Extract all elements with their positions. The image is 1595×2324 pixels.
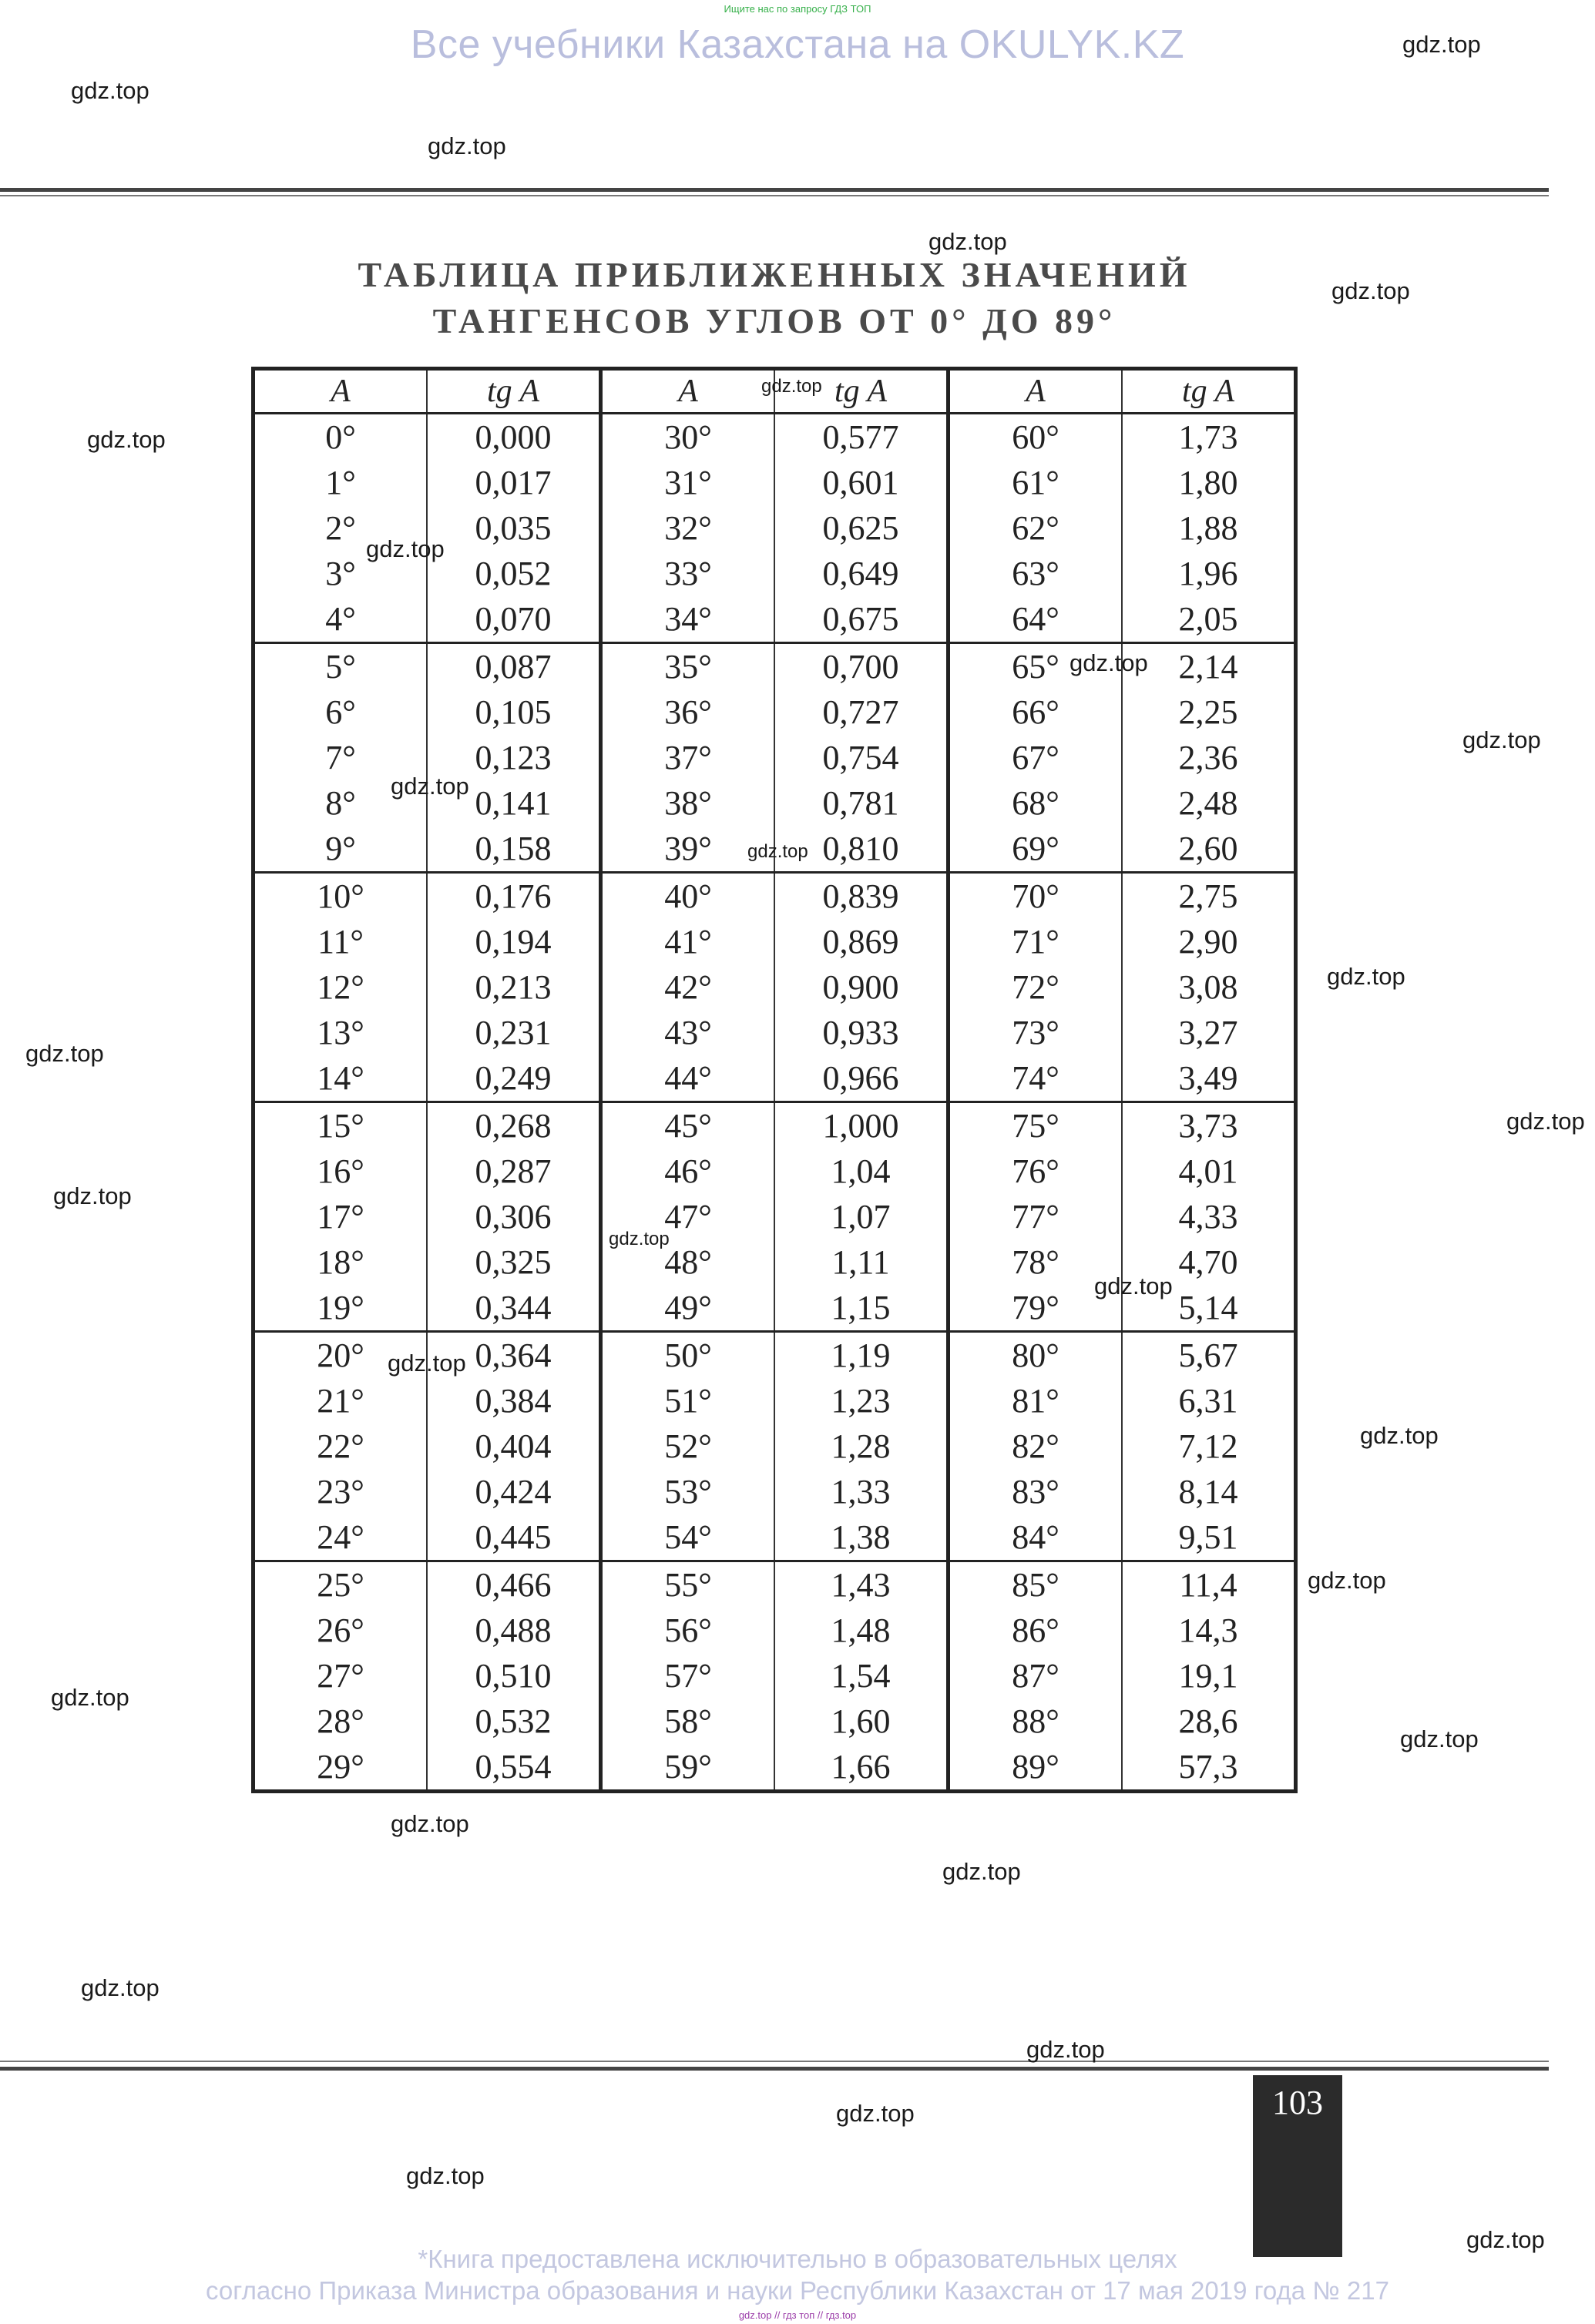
- watermark: gdz.top: [609, 1229, 670, 1249]
- tangent-value-cell: 1,73: [1122, 414, 1296, 461]
- angle-cell: 29°: [317, 1748, 364, 1786]
- tangent-value-cell: 0,384: [427, 1378, 601, 1424]
- angle-cell: 32°: [601, 505, 775, 551]
- tangent-value-cell: 1,88: [1122, 505, 1296, 551]
- tangent-value-cell: 2,48: [1122, 780, 1296, 826]
- tangent-value-cell: 0,754: [774, 735, 949, 780]
- tangent-value-cell: 0,087: [427, 643, 601, 690]
- tangent-value-cell: 3,08: [1122, 964, 1296, 1010]
- bottom-rule-thin: [0, 2061, 1549, 2062]
- tangent-value-cell: 0,035: [427, 505, 601, 551]
- tangent-value-cell: 0,123: [427, 735, 601, 780]
- watermark: gdz.top: [747, 841, 808, 862]
- tangent-value-cell: 1,19: [774, 1332, 949, 1379]
- angle-cell: 19°: [317, 1289, 364, 1326]
- table-row: [254, 919, 1296, 964]
- watermark: gdz.top: [391, 1810, 469, 1837]
- angle-cell: 37°: [601, 735, 775, 780]
- angle-cell: 71°: [949, 919, 1123, 964]
- tangent-value-cell: 0,445: [427, 1514, 601, 1561]
- tangent-value-cell: 1,96: [1122, 551, 1296, 596]
- top-rule: [0, 188, 1549, 192]
- angle-cell: 86°: [949, 1608, 1123, 1653]
- tangent-value-cell: 1,07: [774, 1194, 949, 1239]
- watermark: gdz.top: [761, 376, 822, 397]
- watermark: gdz.top: [836, 2100, 915, 2127]
- tangent-value-cell: 2,14: [1122, 643, 1296, 690]
- tangent-value-cell: 0,052: [427, 551, 601, 596]
- tangent-value-cell: 0,105: [427, 689, 601, 735]
- angle-cell: 21°: [317, 1382, 364, 1420]
- angle-cell: 44°: [601, 1055, 775, 1102]
- tangent-value-cell: 14,3: [1122, 1608, 1296, 1653]
- table-row: [254, 414, 1296, 461]
- angle-cell: 72°: [949, 964, 1123, 1010]
- table-row: [254, 1194, 1296, 1239]
- angle-cell: 88°: [949, 1699, 1123, 1744]
- angle-cell: 85°: [949, 1561, 1123, 1608]
- table-row: [254, 1102, 1296, 1149]
- tangent-value-cell: 0,869: [774, 919, 949, 964]
- tangent-value-cell: 1,80: [1122, 460, 1296, 505]
- watermark: gdz.top: [428, 132, 506, 159]
- angle-cell: 45°: [601, 1102, 775, 1149]
- watermark: gdz.top: [51, 1684, 129, 1711]
- tangent-value-cell: 3,73: [1122, 1102, 1296, 1149]
- angle-cell: 83°: [949, 1469, 1123, 1514]
- angle-cell: 41°: [601, 919, 775, 964]
- watermark: gdz.top: [81, 1974, 160, 2001]
- tangent-value-cell: 0,488: [427, 1608, 601, 1653]
- table-row: [254, 1469, 1296, 1514]
- table-row: [254, 1378, 1296, 1424]
- angle-cell: 7°: [325, 739, 356, 776]
- tangent-value-cell: 1,23: [774, 1378, 949, 1424]
- angle-cell: 46°: [601, 1149, 775, 1194]
- watermark: gdz.top: [366, 535, 445, 562]
- tangent-value-cell: 0,344: [427, 1285, 601, 1332]
- tangent-value-cell: 0,000: [427, 414, 601, 461]
- watermark: gdz.top: [1327, 963, 1405, 990]
- angle-cell: 87°: [949, 1653, 1123, 1699]
- tangent-value-cell: 0,194: [427, 919, 601, 964]
- page-number: 103: [1272, 2084, 1323, 2121]
- tangent-value-cell: 0,601: [774, 460, 949, 505]
- angle-cell: 20°: [254, 1332, 428, 1379]
- tangent-value-cell: 2,25: [1122, 689, 1296, 735]
- table-row: [254, 1561, 1296, 1608]
- angle-cell: 81°: [949, 1378, 1123, 1424]
- tangent-value-cell: 7,12: [1122, 1424, 1296, 1469]
- column-header-tangent: tg A: [774, 369, 949, 414]
- tangent-value-cell: 1,60: [774, 1699, 949, 1744]
- watermark: gdz.top: [1308, 1567, 1386, 1594]
- tangent-value-cell: 0,675: [774, 596, 949, 643]
- tangent-value-cell: 5,14: [1122, 1285, 1296, 1332]
- angle-cell: 50°: [601, 1332, 775, 1379]
- tangent-value-cell: 0,700: [774, 643, 949, 690]
- angle-cell: 63°: [949, 551, 1123, 596]
- page-number-tab: [1253, 2075, 1342, 2257]
- tangent-value-cell: 0,577: [774, 414, 949, 461]
- tangent-value-cell: 2,05: [1122, 596, 1296, 643]
- tangent-value-cell: 0,141: [427, 780, 601, 826]
- tangent-value-cell: 1,04: [774, 1149, 949, 1194]
- tangent-value-cell: 1,38: [774, 1514, 949, 1561]
- watermark: gdz.top: [53, 1182, 132, 1209]
- angle-cell: 6°: [325, 693, 356, 731]
- tangent-value-cell: 0,306: [427, 1194, 601, 1239]
- watermark: gdz.top: [1462, 726, 1541, 753]
- tangent-value-cell: 0,404: [427, 1424, 601, 1469]
- angle-cell: 26°: [317, 1611, 364, 1649]
- tangent-value-cell: 0,839: [774, 873, 949, 920]
- watermark: gdz.top: [1402, 31, 1481, 58]
- tangent-value-cell: 0,287: [427, 1149, 601, 1194]
- table-row: [254, 1055, 1296, 1102]
- angle-cell: 59°: [601, 1744, 775, 1792]
- angle-cell: 35°: [601, 643, 775, 690]
- bottom-rule: [0, 2067, 1549, 2071]
- angle-cell: 24°: [317, 1518, 364, 1556]
- angle-cell: 65°: [949, 643, 1123, 690]
- angle-cell: 30°: [601, 414, 775, 461]
- table-body: [254, 414, 1296, 1792]
- angle-cell: 69°: [949, 826, 1123, 873]
- table-row: [254, 873, 1296, 920]
- tangent-value-cell: 9,51: [1122, 1514, 1296, 1561]
- table-row: [254, 1744, 1296, 1792]
- angle-cell: 3°: [325, 555, 356, 592]
- tangent-value-cell: 0,554: [427, 1744, 601, 1792]
- tangent-value-cell: 2,36: [1122, 735, 1296, 780]
- search-hint: Ищите нас по запросу ГДЗ ТОП: [724, 3, 871, 15]
- angle-cell: 66°: [949, 689, 1123, 735]
- angle-cell: 23°: [317, 1473, 364, 1511]
- tangent-value-cell: 1,48: [774, 1608, 949, 1653]
- table-row: [254, 460, 1296, 505]
- tangent-value-cell: 28,6: [1122, 1699, 1296, 1744]
- watermark: gdz.top: [1360, 1422, 1439, 1449]
- table-row: [254, 1653, 1296, 1699]
- tangent-value-cell: 1,43: [774, 1561, 949, 1608]
- watermark: gdz.top: [1094, 1273, 1173, 1299]
- angle-cell: 54°: [601, 1514, 775, 1561]
- table-row: [254, 1149, 1296, 1194]
- angle-cell: 82°: [949, 1424, 1123, 1469]
- angle-cell: 1°: [325, 464, 356, 501]
- top-rule-thin: [0, 195, 1549, 196]
- angle-cell: 61°: [949, 460, 1123, 505]
- tangent-table: [251, 367, 1298, 1793]
- tangent-value-cell: 0,424: [427, 1469, 601, 1514]
- angle-cell: 17°: [317, 1198, 364, 1236]
- table-row: [254, 1514, 1296, 1561]
- watermark: gdz.top: [928, 228, 1007, 255]
- angle-cell: 89°: [949, 1744, 1123, 1792]
- angle-cell: 75°: [949, 1102, 1123, 1149]
- angle-cell: 18°: [317, 1243, 364, 1281]
- angle-cell: 10°: [254, 873, 428, 920]
- watermark: gdz.top: [1026, 2036, 1105, 2063]
- table-heading-line2: ТАНГЕНСОВ УГЛОВ ОТ 0° ДО 89°: [432, 301, 1116, 340]
- tangent-value-cell: 0,364: [427, 1332, 601, 1379]
- column-header-angle: A: [254, 369, 428, 414]
- tangent-value-cell: 4,01: [1122, 1149, 1296, 1194]
- tangent-value-cell: 0,325: [427, 1239, 601, 1285]
- tangent-value-cell: 1,000: [774, 1102, 949, 1149]
- watermark: gdz.top: [1400, 1725, 1479, 1752]
- tangent-value-cell: 2,90: [1122, 919, 1296, 964]
- tangent-value-cell: 11,4: [1122, 1561, 1296, 1608]
- angle-cell: 55°: [601, 1561, 775, 1608]
- tangent-value-cell: 2,75: [1122, 873, 1296, 920]
- tangent-value-cell: 0,649: [774, 551, 949, 596]
- watermark: gdz.top: [1331, 277, 1410, 304]
- angle-cell: 9°: [325, 830, 356, 867]
- tangent-value-cell: 0,781: [774, 780, 949, 826]
- tangent-value-cell: 0,466: [427, 1561, 601, 1608]
- angle-cell: 14°: [317, 1059, 364, 1097]
- tangent-value-cell: 1,11: [774, 1239, 949, 1285]
- tangent-value-cell: 0,933: [774, 1010, 949, 1055]
- angle-cell: 39°: [601, 826, 775, 873]
- angle-cell: 22°: [317, 1427, 364, 1465]
- tangent-value-cell: 0,510: [427, 1653, 601, 1699]
- watermark: gdz.top: [406, 2162, 485, 2189]
- watermark: gdz.top: [391, 773, 469, 800]
- tangent-value-cell: 0,727: [774, 689, 949, 735]
- tangent-value-cell: 0,625: [774, 505, 949, 551]
- footer-disclaimer-line2: согласно Приказа Министра образования и науки Республики Казахстан от 17 мая 2019 года № 217: [206, 2276, 1389, 2305]
- angle-cell: 11°: [317, 923, 364, 961]
- tangent-value-cell: 0,158: [427, 826, 601, 873]
- angle-cell: 49°: [601, 1285, 775, 1332]
- angle-cell: 56°: [601, 1608, 775, 1653]
- angle-cell: 80°: [949, 1332, 1123, 1379]
- angle-cell: 57°: [601, 1653, 775, 1699]
- table-row: [254, 1424, 1296, 1469]
- tangent-value-cell: 5,67: [1122, 1332, 1296, 1379]
- table-row: [254, 1010, 1296, 1055]
- tangent-value-cell: 2,60: [1122, 826, 1296, 873]
- column-header-angle: A: [601, 369, 775, 414]
- watermark: gdz.top: [87, 426, 166, 453]
- tangent-value-cell: 8,14: [1122, 1469, 1296, 1514]
- angle-cell: 62°: [949, 505, 1123, 551]
- tangent-value-cell: 0,176: [427, 873, 601, 920]
- angle-cell: 4°: [325, 600, 356, 638]
- angle-cell: 64°: [949, 596, 1123, 643]
- angle-cell: 36°: [601, 689, 775, 735]
- angle-cell: 34°: [601, 596, 775, 643]
- footer-small-text: gdz.top // гдз топ // гдз.top: [738, 2309, 857, 2321]
- tangent-value-cell: 19,1: [1122, 1653, 1296, 1699]
- angle-cell: 78°: [949, 1239, 1123, 1285]
- angle-cell: 70°: [949, 873, 1123, 920]
- angle-cell: 51°: [601, 1378, 775, 1424]
- column-header-angle: A: [949, 369, 1123, 414]
- tangent-value-cell: 0,017: [427, 460, 601, 505]
- angle-cell: 52°: [601, 1424, 775, 1469]
- angle-cell: 47°: [601, 1194, 775, 1239]
- angle-cell: 68°: [949, 780, 1123, 826]
- angle-cell: 0°: [325, 418, 356, 456]
- angle-cell: 40°: [601, 873, 775, 920]
- site-title: Все учебники Казахстана на OKULYK.KZ: [410, 22, 1185, 67]
- watermark: gdz.top: [388, 1350, 466, 1377]
- angle-cell: 73°: [949, 1010, 1123, 1055]
- tangent-value-cell: 1,66: [774, 1744, 949, 1792]
- angle-cell: 79°: [949, 1285, 1123, 1332]
- angle-cell: 76°: [949, 1149, 1123, 1194]
- angle-cell: 31°: [601, 460, 775, 505]
- angle-cell: 77°: [949, 1194, 1123, 1239]
- angle-cell: 67°: [949, 735, 1123, 780]
- table-row: [254, 689, 1296, 735]
- tangent-value-cell: 0,532: [427, 1699, 601, 1744]
- column-header-tangent: tg A: [1122, 369, 1296, 414]
- angle-cell: 84°: [949, 1514, 1123, 1561]
- angle-cell: 28°: [317, 1702, 364, 1740]
- tangent-value-cell: 0,070: [427, 596, 601, 643]
- tangent-value-cell: 3,27: [1122, 1010, 1296, 1055]
- angle-cell: 33°: [601, 551, 775, 596]
- tangent-value-cell: 0,966: [774, 1055, 949, 1102]
- angle-cell: 25°: [254, 1561, 428, 1608]
- angle-cell: 48°: [601, 1239, 775, 1285]
- tangent-value-cell: 6,31: [1122, 1378, 1296, 1424]
- tangent-value-cell: 3,49: [1122, 1055, 1296, 1102]
- angle-cell: 8°: [325, 784, 356, 822]
- tangent-value-cell: 0,268: [427, 1102, 601, 1149]
- tangent-value-cell: 1,54: [774, 1653, 949, 1699]
- tangent-value-cell: 1,33: [774, 1469, 949, 1514]
- tangent-value-cell: 1,28: [774, 1424, 949, 1469]
- angle-cell: 2°: [325, 509, 356, 547]
- tangent-value-cell: 0,810: [774, 826, 949, 873]
- tangent-value-cell: 0,231: [427, 1010, 601, 1055]
- tangent-value-cell: 0,900: [774, 964, 949, 1010]
- tangent-value-cell: 1,15: [774, 1285, 949, 1332]
- watermark: gdz.top: [1069, 649, 1148, 676]
- table-row: [254, 1699, 1296, 1744]
- table-row: [254, 596, 1296, 643]
- angle-cell: 16°: [317, 1152, 364, 1190]
- angle-cell: 53°: [601, 1469, 775, 1514]
- tangent-value-cell: 57,3: [1122, 1744, 1296, 1792]
- angle-cell: 74°: [949, 1055, 1123, 1102]
- angle-cell: 13°: [317, 1014, 364, 1051]
- tangent-value-cell: 4,33: [1122, 1194, 1296, 1239]
- angle-cell: 12°: [317, 968, 364, 1006]
- watermark: gdz.top: [1466, 2226, 1545, 2253]
- watermark: gdz.top: [25, 1040, 104, 1067]
- angle-cell: 5°: [254, 643, 428, 690]
- angle-cell: 27°: [317, 1657, 364, 1695]
- angle-cell: 58°: [601, 1699, 775, 1744]
- column-header-tangent: tg A: [427, 369, 601, 414]
- tangent-value-cell: 0,213: [427, 964, 601, 1010]
- angle-cell: 43°: [601, 1010, 775, 1055]
- watermark: gdz.top: [942, 1858, 1021, 1885]
- footer-disclaimer-line1: *Книга предоставлена исключительно в образовательных целях: [418, 2245, 1177, 2273]
- angle-cell: 38°: [601, 780, 775, 826]
- table-row: [254, 1608, 1296, 1653]
- watermark: gdz.top: [1506, 1108, 1585, 1135]
- table-heading-line1: ТАБЛИЦА ПРИБЛИЖЕННЫХ ЗНАЧЕНИЙ: [358, 255, 1191, 294]
- table-row: [254, 964, 1296, 1010]
- tangent-value-cell: 0,249: [427, 1055, 601, 1102]
- angle-cell: 42°: [601, 964, 775, 1010]
- watermark: gdz.top: [71, 77, 149, 104]
- tangent-value-cell: 4,70: [1122, 1239, 1296, 1285]
- angle-cell: 60°: [949, 414, 1123, 461]
- angle-cell: 15°: [254, 1102, 428, 1149]
